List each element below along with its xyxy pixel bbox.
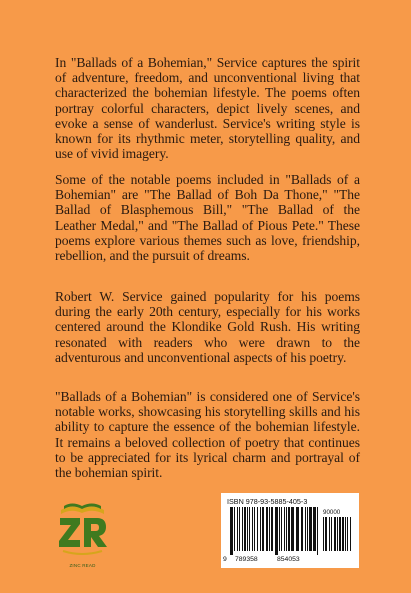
barcode-addon-bars xyxy=(323,517,353,555)
publisher-logo xyxy=(55,496,110,568)
price-code: 90000 xyxy=(323,509,341,516)
barcode-bars xyxy=(230,507,319,555)
barcode-digit-group-1: 789358 xyxy=(235,556,258,563)
book-z-r-icon xyxy=(55,496,110,560)
publisher-name: ZINC READ xyxy=(69,563,96,568)
barcode-digit-group-2: 854053 xyxy=(277,556,300,563)
blurb-paragraph-1: In "Ballads of a Bohemian," Service captures the spirit of adventure, freedom, and unconventional living that characterized the bohemian lifestyle. The poems often portray colorful characters, depict lively scenes, and evoke a sense of wanderlust. Service's writing style is known for its rhythmic meter, storytelling quality, and use of vivid imagery. xyxy=(55,55,360,162)
blurb-paragraph-2: Some of the notable poems included in "Ballads of a Bohemian" are "The Ballad of Boh Da Thone," "The Ballad of Blasphemous Bill," "The Ballad of the Leather Medal," and "The Ballad of Pious Pete." These poems explore various themes such as love, friendship, rebellion, and the pursuit of dreams. xyxy=(55,172,360,264)
blurb-paragraph-3: Robert W. Service gained popularity for his poems during the early 20th century, especially for his works centered around the Klondike Gold Rush. His writing resonated with readers who were drawn to the adventurous and unconventional aspects of his poetry. xyxy=(55,289,360,365)
blurb-paragraph-4: "Ballads of a Bohemian" is considered one of Service's notable works, showcasing his storytelling skills and his ability to capture the essence of the bohemian lifestyle. It remains a beloved collection of poetry that continues to be appreciated for its lyrical charm and portrayal of the bohemian spirit. xyxy=(55,389,360,481)
isbn-barcode xyxy=(221,493,359,568)
barcode-digit-lead: 9 xyxy=(223,556,227,563)
isbn-number: ISBN 978-93-5885-405-3 xyxy=(227,497,308,506)
